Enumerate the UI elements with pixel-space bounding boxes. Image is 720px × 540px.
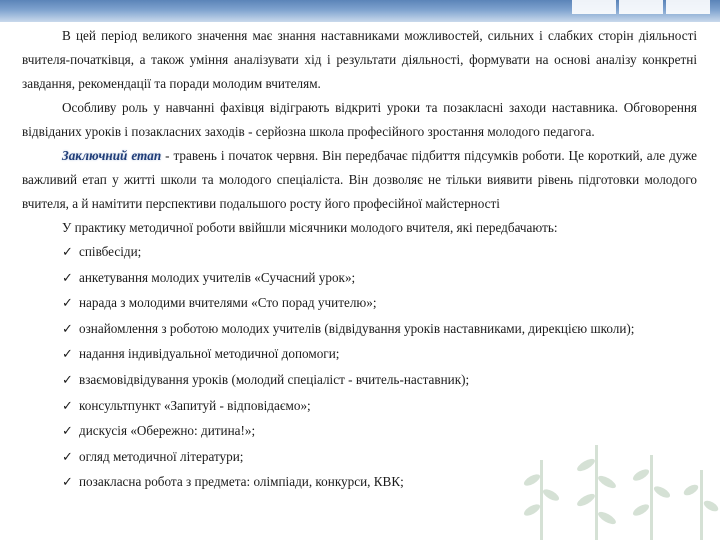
document-body	[22, 24, 697, 496]
paragraph-final-stage	[22, 144, 697, 216]
list-item	[22, 266, 697, 292]
paragraph-open-lessons: Особливу роль у навчанні фахівця відіграють відкриті уроки та позакласні заходи наставника. Обговорення відвіданих уроків і позакласних заходів - серйозна школа професійного зростання молодого педагога.	[22, 100, 697, 139]
list-item-text: огляд методичної літератури;	[79, 448, 244, 464]
list-item-text: консультпункт «Запитуй - відповідаємо»;	[79, 397, 311, 413]
list-item	[22, 291, 697, 317]
checkmark-icon: ✓	[62, 449, 73, 465]
header-box	[572, 0, 616, 14]
list-intro: У практику методичної роботи ввійшли місячники молодого вчителя, які передбачають:	[62, 220, 558, 235]
header-box	[666, 0, 710, 14]
header-box	[619, 0, 663, 14]
list-item	[22, 317, 697, 343]
list-item	[22, 368, 697, 394]
list-item	[22, 240, 697, 266]
plant-decoration	[500, 440, 720, 540]
list-item-text: позакласна робота з предмета: олімпіади, конкурси, КВК;	[79, 474, 404, 490]
checkmark-icon: ✓	[62, 372, 73, 388]
list-item-text: анкетування молодих учителів «Сучасний урок»;	[79, 269, 356, 285]
checkmark-icon: ✓	[62, 424, 73, 440]
checkmark-icon: ✓	[62, 347, 73, 363]
list-item-text: дискусія «Обережно: дитина!»;	[79, 423, 256, 439]
checkmark-icon: ✓	[62, 475, 73, 491]
final-stage-heading: Заключний етап	[62, 148, 162, 163]
list-item-text: надання індивідуальної методичної допомоги;	[79, 346, 340, 362]
list-item	[22, 342, 697, 368]
list-item	[22, 394, 697, 420]
checkmark-icon: ✓	[62, 245, 73, 260]
header-boxes	[572, 0, 710, 22]
checkmark-icon: ✓	[62, 398, 73, 414]
final-stage-text: - травень і початок червня. Він передбачає підбиття підсумків роботи. Це короткий, але дуже важливий етап у житті школи та молодого спеціаліста. Він дозволяє не тільки виявити рівень підготовки молодого вчителя, а й намітити перспективи подальшого росту його професійної майстерності	[22, 148, 697, 211]
list-item-text: взаємовідвідування уроків (молодий спеціаліст - вчитель-наставник);	[79, 371, 470, 387]
header-bar	[0, 0, 720, 22]
paragraph-mentors: В цей період великого значення має знання наставниками можливостей, сильних і слабких сторін діяльності вчителя-початківця, а також уміння аналізувати хід і результати діяльності, формувати на основі аналізу конкретні завдання, рекомендації та поради молодим вчителям.	[22, 28, 697, 91]
checkmark-icon: ✓	[62, 296, 73, 312]
checkmark-icon: ✓	[62, 270, 73, 286]
list-item-text: співбесіди;	[79, 244, 142, 259]
checkmark-icon: ✓	[62, 321, 73, 337]
list-item-text: нарада з молодими вчителями «Сто порад учителю»;	[79, 295, 377, 311]
list-item-text: ознайомлення з роботою молодих учителів (відвідування уроків наставниками, дирекцією школи);	[79, 320, 635, 336]
